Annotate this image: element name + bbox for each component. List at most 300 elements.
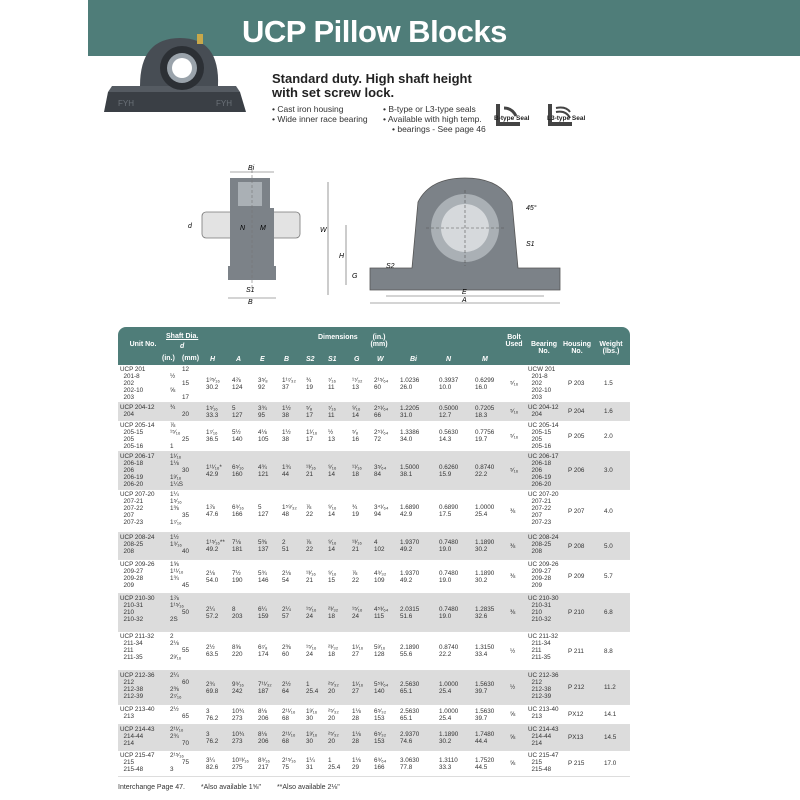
cell-mm: 12 15 17: [182, 366, 190, 401]
cell-bi: 1.5000 38.1: [400, 463, 420, 478]
cell-s1: ²⁵⁄₃₂ 20: [328, 680, 339, 695]
cell-bi: 1.9370 49.2: [400, 539, 420, 553]
cell-units: UCP 212-36 212 212-38 212-39: [120, 672, 155, 700]
cell-g: ¾ 19: [352, 504, 360, 518]
feature-item: • Cast iron housing: [272, 104, 368, 114]
cell-h: 1⁷⁄₁₆ 36.5: [206, 429, 219, 443]
cell-h: 2¼ 57.2: [206, 605, 219, 620]
cell-g: 1¹⁄₁₆ 27: [352, 680, 364, 695]
cell-m: 1.5630 39.7: [475, 707, 495, 722]
label-a: A: [462, 297, 467, 304]
cell-m: 1.5630 39.7: [475, 680, 495, 695]
cell-a: 5 127: [232, 404, 243, 419]
cell-g: ¹⁷⁄₃₂ 13: [352, 376, 363, 391]
cell-weight: 2.0: [604, 432, 613, 440]
feature-item: • Available with high temp.: [383, 114, 486, 124]
header-dimensions: Dimensions: [318, 334, 358, 341]
cell-s2: 1³⁄₁₆ 30: [306, 730, 318, 745]
feature-item-cont: • bearings - See page 46: [383, 124, 486, 134]
cell-g: ¹⁵⁄₁₆ 24: [352, 605, 363, 620]
cell-e: 7¹¹⁄₃₂ 187: [258, 680, 272, 695]
cell-bearing: UC 211-32 211-34 211 211-35: [528, 633, 558, 661]
table-row: [118, 671, 630, 705]
cell-g: 1¹⁄₁₆ 27: [352, 644, 364, 658]
cell-in: 1½ 1⁹⁄₁₆: [170, 534, 182, 548]
table-row: [118, 594, 630, 632]
cell-bearing: UCW 201 201-8 202 202-10 203: [528, 366, 556, 401]
cell-bolt: ⅜: [510, 542, 516, 550]
cell-n: 0.7480 19.0: [439, 569, 459, 584]
cell-b: 2⅜ 60: [282, 644, 291, 658]
cell-weight: 14.5: [604, 734, 617, 741]
cell-e: 8⁹⁄₁₆ 217: [258, 756, 270, 771]
cell-n: 1.3110 33.3: [439, 756, 458, 771]
table-row: [118, 725, 630, 751]
cell-h: 2¾ 69.8: [206, 680, 219, 695]
cell-units: UCP 207-20 207-21 207-22 207 207-23: [120, 491, 155, 526]
cell-h: 2⅛ 54.0: [206, 569, 219, 584]
cell-s2: ¹³⁄₁₆ 21: [306, 463, 316, 478]
cell-h: 1⁵⁄₁₆ 33.3: [206, 404, 219, 419]
cell-mm: 65: [182, 713, 190, 720]
cell-w: 2⁵¹⁄₆₄ 66: [374, 404, 389, 419]
cell-bi: 1.2205 31.0: [400, 404, 420, 419]
header-dim-units: (in.) (mm): [370, 334, 388, 348]
label-s1-front: S1: [526, 241, 535, 248]
cell-w: 4 102: [374, 539, 385, 553]
cell-bi: 1.9370 49.2: [400, 569, 420, 584]
table-header: [118, 327, 630, 365]
cell-bi: 2.5630 65.1: [400, 707, 420, 722]
cell-b: 2⅛ 54: [282, 569, 291, 584]
cell-weight: 3.0: [604, 467, 613, 474]
cell-mm: 35: [182, 512, 190, 519]
cell-in: ¾: [170, 404, 176, 411]
cell-housing: P 204: [568, 408, 585, 415]
cell-s2: ⅞ 22: [306, 539, 314, 553]
cell-in: 2½: [170, 706, 179, 713]
cell-in: ½ ⅝: [170, 373, 176, 394]
cell-w: 5⁵³⁄₆₄ 140: [374, 680, 389, 695]
cell-weight: 1.6: [604, 408, 613, 415]
cell-b: 1½ 38: [282, 404, 291, 419]
label-w: W: [320, 227, 327, 234]
cell-weight: 17.0: [604, 760, 617, 767]
cell-bolt: ½: [510, 684, 516, 691]
cell-w: 3⁴¹⁄₆₄ 94: [374, 504, 389, 518]
cell-bolt: ⅜: [510, 507, 516, 515]
cell-units: UCP 206-17 206-18 206 206-19 206-20: [120, 453, 155, 488]
label-b: B: [248, 299, 253, 305]
cell-w: 4⁵³⁄₆₄ 115: [374, 605, 389, 620]
cell-b: 2¹⁵⁄₁₆ 75: [282, 756, 296, 771]
cell-bearing: UC 206-17 206-18 206 206-19 206-20: [528, 453, 559, 488]
cell-bearing: UC 213-40 213: [528, 706, 559, 720]
cell-g: ¹³⁄₁₆ 21: [352, 539, 362, 553]
cell-bolt: ⅝: [510, 711, 516, 718]
features-left: [272, 104, 368, 124]
cell-bi: 1.6890 42.9: [400, 504, 420, 518]
cell-n: 0.6260 15.9: [439, 463, 459, 478]
cell-h: 2½ 63.5: [206, 644, 219, 658]
header-col-n: N: [446, 356, 452, 363]
cell-units: UCP 209-26 209-27 209-28 209: [120, 561, 155, 589]
cell-b: 2¹¹⁄₁₆ 68: [282, 730, 296, 745]
cell-a: 10¾ 273: [232, 707, 245, 722]
cell-e: 3¾ 95: [258, 404, 267, 419]
cell-s2: ¾ 19: [306, 376, 314, 391]
cell-s1: ²³⁄₃₂ 18: [328, 644, 339, 658]
cell-s1: ½ 13: [328, 429, 336, 443]
cell-m: 1.7480 44.4: [475, 730, 495, 745]
cell-s2: ⁵⁄₈ 17: [306, 404, 314, 419]
cell-bearing: UC 212-36 212 212-38 212-39: [528, 672, 559, 700]
cell-e: 3⁵⁄₈ 92: [258, 376, 268, 391]
dimension-drawing: [180, 160, 580, 305]
cell-housing: PX12: [568, 711, 584, 718]
cell-units: UCP 208-24 208-25 208: [120, 534, 155, 555]
cell-g: 1⅛ 28: [352, 707, 361, 722]
header-housing-no: Housing No.: [563, 341, 591, 355]
cell-in: 2¹¹⁄₁₆ 2¾: [170, 726, 184, 740]
cell-n: 0.8740 22.2: [439, 644, 459, 658]
cell-s1: ⁷⁄₁₆ 11: [328, 404, 336, 419]
cell-w: 5³⁄₁₆ 128: [374, 644, 386, 658]
label-m: M: [260, 225, 266, 232]
cell-in: 1¹⁄₁₆ 1⅛ 1³⁄₁₆ 1¼S: [170, 453, 183, 488]
cell-b: 1¾ 44: [282, 463, 291, 478]
cell-m: 1.0000 25.4: [475, 504, 495, 518]
cell-w: 2¹⁵⁄₆₄ 60: [374, 376, 389, 391]
cell-m: 0.8740 22.2: [475, 463, 495, 478]
table-row: [118, 421, 630, 452]
cell-g: ⁹⁄₁₆ 14: [352, 404, 361, 419]
cell-m: 1.2835 32.6: [475, 605, 495, 620]
cell-b: 2¹¹⁄₁₆ 68: [282, 707, 296, 722]
cell-mm: 55: [182, 647, 190, 654]
header-shaft-dia: Shaft Dia.: [166, 333, 199, 340]
table-row: [118, 705, 630, 725]
cell-n: 0.7480 19.0: [439, 539, 459, 553]
cell-m: 0.6299 16.0: [475, 376, 495, 391]
cell-e: 5¾ 146: [258, 569, 269, 584]
cell-housing: P 205: [568, 432, 585, 440]
cell-bi: 2.9370 74.6: [400, 730, 420, 745]
label-g: G: [352, 273, 358, 280]
label-e: E: [462, 289, 467, 296]
label-s2: S2: [386, 263, 395, 270]
cell-n: 1.1890 30.2: [439, 730, 459, 745]
page-title: UCP Pillow Blocks: [242, 14, 507, 49]
cell-g: 1⅛ 28: [352, 730, 361, 745]
cell-in: 2 2⅛ 2³⁄₁₆: [170, 633, 182, 661]
table-row: [118, 490, 630, 533]
cell-g: 1⅛ 29: [352, 756, 361, 771]
cell-m: 1.7520 44.5: [475, 756, 495, 771]
cell-n: 0.7480 19.0: [439, 605, 459, 620]
cell-bolt: ½: [510, 647, 516, 655]
table-row: [118, 751, 630, 777]
cell-a: 10¾ 273: [232, 730, 245, 745]
cell-in: 2¼ 2⅜ 2⁷⁄₁₆: [170, 672, 182, 700]
header-col-s2: S2: [306, 356, 315, 363]
cell-housing: P 209: [568, 573, 585, 580]
header-col-h: H: [210, 356, 216, 363]
cell-bearing: UC 205-14 205-15 205 205-16: [528, 422, 559, 450]
cell-h: 1¹⁵⁄₁₆** 49.2: [206, 539, 225, 553]
subtitle: Standard duty. High shaft height with set screw lock.: [272, 71, 472, 100]
header-weight: Weight (lbs.): [599, 341, 623, 355]
cell-housing: P 203: [568, 380, 585, 387]
table-row: [118, 560, 630, 594]
cell-mm: 25: [182, 436, 190, 443]
cell-s1: ⁹⁄₁₆ 14: [328, 463, 337, 478]
cell-units: UCP 213-40 213: [120, 706, 155, 720]
cell-s2: ⅞ 22: [306, 504, 314, 518]
cell-bearing: UC 215-47 215 215-48: [528, 752, 559, 773]
cell-a: 9⁹⁄₁₆ 242: [232, 680, 244, 695]
cell-weight: 8.8: [604, 647, 613, 655]
cell-s1: ⁹⁄₁₆ 14: [328, 539, 337, 553]
cell-units: UCP 211-32 211-34 211 211-35: [120, 633, 155, 661]
header-in: (in.): [162, 355, 175, 362]
cell-s1: 1 25.4: [328, 756, 341, 771]
cell-housing: P 211: [568, 647, 584, 655]
label-angle: 45°: [526, 205, 537, 212]
cell-bi: 2.0315 51.6: [400, 605, 420, 620]
cell-a: 6⁵⁄₁₆ 160: [232, 463, 244, 478]
cell-in: 1¼ 1⁵⁄₁₆ 1⅜ 1⁷⁄₁₆: [170, 491, 182, 526]
cell-bi: 2.1890 55.6: [400, 644, 420, 658]
table-row: [118, 533, 630, 560]
label-s1-side: S1: [246, 287, 255, 294]
cell-s1: ²³⁄₃₂ 18: [328, 605, 339, 620]
cell-in: 1⅝ 1¹¹⁄₁₆ 1¾: [170, 561, 184, 582]
table-row: [118, 403, 630, 421]
cell-s1: ⁷⁄₁₆ 11: [328, 376, 336, 391]
cell-mm: 70: [182, 740, 190, 747]
footer-notes: [118, 784, 354, 791]
cell-housing: P 215: [568, 760, 585, 767]
cell-weight: 4.0: [604, 507, 613, 515]
cell-w: 6⁵⁄₃₂ 153: [374, 707, 387, 722]
cell-s2: ¹⁵⁄₁₆ 24: [306, 644, 317, 658]
cell-s2: ¹⁵⁄₁₆ 24: [306, 605, 317, 620]
cell-a: 8⅝ 220: [232, 644, 243, 658]
cell-bolt: ⁵⁄₁₆: [510, 467, 519, 474]
cell-s1: ⁹⁄₁₆ 15: [328, 569, 337, 584]
header-unit-no: Unit No.: [129, 341, 157, 348]
cell-bearing: UC 208-24 208-25 208: [528, 534, 559, 555]
cell-m: 0.7756 19.7: [475, 429, 495, 443]
cell-g: ⅞ 22: [352, 569, 360, 584]
cell-a: 10¹³⁄₁₆ 275: [232, 756, 249, 771]
cell-bolt: ⅝: [510, 734, 516, 741]
cell-e: 6⁷⁄₈ 174: [258, 644, 269, 658]
cell-units: UCP 210-30 210-31 210 210-32: [120, 595, 155, 623]
cell-a: 8 203: [232, 605, 243, 620]
cell-w: 6⁵⁄₃₂ 153: [374, 730, 387, 745]
cell-b: 2½ 64: [282, 680, 291, 695]
footer-note: **Also available 2⅛": [276, 784, 340, 791]
table-body: [118, 365, 630, 777]
header-shaft-d: d: [180, 343, 185, 350]
header-col-a: A: [236, 356, 242, 363]
cell-units: UCP 215-47 215 215-48: [120, 752, 155, 773]
feature-item: • B-type or L3-type seals: [383, 104, 486, 114]
table-row: [118, 365, 630, 403]
label-h: H: [339, 253, 345, 260]
cell-b: 2 51: [282, 539, 290, 553]
cell-h: 3 76.2: [206, 730, 219, 745]
cell-mm: 50: [182, 609, 190, 616]
cell-n: 1.0000 25.4: [439, 707, 459, 722]
features-right: [383, 104, 486, 134]
label-n: N: [240, 225, 246, 232]
svg-text:FYH: FYH: [216, 99, 232, 108]
cell-m: 1.1890 30.2: [475, 539, 495, 553]
header-col-m: M: [482, 356, 488, 363]
cell-mm: 45: [182, 582, 190, 589]
cell-housing: P 206: [568, 467, 585, 474]
cell-b: 1⁵⁹⁄₃₂ 48: [282, 504, 297, 518]
cell-e: 5⅜ 137: [258, 539, 269, 553]
pillow-block-image: [100, 30, 250, 120]
cell-mm: 60: [182, 679, 190, 686]
cell-m: 0.7205 18.3: [475, 404, 495, 419]
cell-w: 6⁹⁄₆₄ 166: [374, 756, 387, 771]
cell-g: ¹¹⁄₁₆ 18: [352, 463, 362, 478]
cell-in: ⅞ ¹⁵⁄₁₆ 1: [170, 422, 181, 450]
cell-b: 1½ 38: [282, 429, 291, 443]
cell-housing: PX13: [568, 734, 584, 741]
header-mm: (mm): [182, 355, 200, 362]
cell-units: UCP 204-12 204: [120, 404, 155, 418]
header-col-g: G: [354, 356, 360, 363]
cell-weight: 6.8: [604, 609, 613, 616]
footer-note: Interchange Page 47.: [118, 784, 185, 791]
cell-s1: ²⁵⁄₃₂ 20: [328, 707, 339, 722]
seal-label-b: B-type Seal: [494, 115, 530, 122]
cell-mm: 30: [182, 467, 190, 474]
cell-s2: 1 25.4: [306, 680, 319, 695]
cell-housing: P 208: [568, 542, 585, 550]
cell-a: 5½ 140: [232, 429, 243, 443]
cell-s2: 1¼ 31: [306, 756, 315, 771]
cell-weight: 5.7: [604, 573, 613, 580]
cell-n: 0.3937 10.0: [439, 376, 459, 391]
cell-mm: 75: [182, 759, 190, 766]
header-col-s1: S1: [328, 356, 337, 363]
cell-b: 2¼ 57: [282, 605, 291, 620]
cell-units: UCP 205-14 205-15 205 205-16: [120, 422, 155, 450]
cell-weight: 1.5: [604, 380, 613, 387]
cell-m: 1.1890 30.2: [475, 569, 495, 584]
table-row: [118, 632, 630, 671]
cell-bolt: ⁵⁄₁₆: [510, 432, 519, 440]
cell-e: 6¼ 159: [258, 605, 269, 620]
seal-label-l3: L3-type Seal: [547, 115, 586, 122]
header-bolt-used: Bolt Used: [505, 334, 523, 348]
svg-text:FYH: FYH: [118, 99, 134, 108]
cell-bolt: ⅝: [510, 760, 516, 767]
cell-g: ⁵⁄₈ 16: [352, 429, 360, 443]
footer-note: *Also available 1⅝": [200, 784, 261, 791]
cell-weight: 11.2: [604, 684, 616, 691]
header-col-e: E: [260, 356, 265, 363]
cell-s1: ²⁵⁄₃₂ 20: [328, 730, 339, 745]
cell-h: 1³⁵⁄₁₆ 30.2: [206, 376, 220, 391]
cell-s2: ¹³⁄₁₆ 21: [306, 569, 316, 584]
cell-housing: P 207: [568, 507, 585, 515]
header-col-bi: Bi: [410, 356, 417, 363]
cell-e: 5 127: [258, 504, 269, 518]
cell-bearing: UC 209-26 209-27 209-28 209: [528, 561, 559, 589]
cell-bearing: UC 214-43 214-44 214: [528, 726, 559, 747]
cell-a: 6⁹⁄₁₆ 166: [232, 504, 244, 518]
label-bi: Bi: [248, 165, 255, 172]
cell-h: 3¼ 82.6: [206, 756, 219, 771]
cell-w: 2⁵¹⁄₆₄ 72: [374, 429, 389, 443]
cell-weight: 14.1: [604, 711, 617, 718]
cell-units: UCP 201 201-8 202 202-10 203: [120, 366, 146, 401]
header-bearing-no: Bearing No.: [530, 341, 558, 355]
cell-units: UCP 214-43 214-44 214: [120, 726, 155, 747]
cell-w: 4⁹⁄₃₂ 109: [374, 569, 387, 584]
cell-a: 4⅞ 124: [232, 376, 243, 391]
cell-w: 3⁵⁄₆₄ 84: [374, 463, 387, 478]
cell-bearing: UC 207-20 207-21 207-22 207 207-23: [528, 491, 559, 526]
cell-bolt: ⅜: [510, 573, 516, 580]
cell-in: 1⅞ 1¹⁵⁄₁₆ 2S: [170, 595, 184, 623]
cell-e: 8⅛ 206: [258, 707, 269, 722]
cell-housing: P 212: [568, 684, 585, 691]
cell-s1: ⁹⁄₁₆ 14: [328, 504, 337, 518]
cell-n: 1.0000 25.4: [439, 680, 459, 695]
cell-bearing: UC 204-12 204: [528, 404, 559, 418]
cell-e: 4⅛ 105: [258, 429, 269, 443]
cell-n: 0.6890 17.5: [439, 504, 459, 518]
cell-bi: 3.0630 77.8: [400, 756, 420, 771]
cell-mm: 40: [182, 548, 190, 555]
feature-item: • Wide inner race bearing: [272, 114, 368, 124]
cell-s2: 1¹⁄₁₆ 17: [306, 429, 318, 443]
cell-e: 4¾ 121: [258, 463, 269, 478]
table-row: [118, 452, 630, 490]
cell-s2: 1³⁄₁₆ 30: [306, 707, 318, 722]
cell-b: 1¹⁷⁄₃₂ 37: [282, 376, 296, 391]
cell-a: 7⅛ 181: [232, 539, 243, 553]
spec-table: [118, 327, 630, 777]
cell-n: 0.5000 12.7: [439, 404, 459, 419]
cell-h: 1¹¹⁄₁₆* 42.9: [206, 463, 222, 478]
cell-h: 1⅞ 47.6: [206, 504, 219, 518]
cell-h: 3 76.2: [206, 707, 219, 722]
cell-bolt: ⅜: [510, 609, 516, 616]
cell-e: 8⅛ 206: [258, 730, 269, 745]
header-col-w: W: [377, 356, 384, 363]
cell-a: 7½ 190: [232, 569, 243, 584]
cell-bolt: ⁵⁄₁₆: [510, 380, 519, 387]
cell-weight: 5.0: [604, 542, 613, 550]
cell-n: 0.5630 14.3: [439, 429, 459, 443]
header-col-b: B: [284, 356, 290, 363]
cell-bolt: ⁵⁄₁₆: [510, 408, 519, 415]
cell-in: 2¹⁵⁄₁₆ 3: [170, 752, 184, 773]
cell-bi: 1.0236 26.0: [400, 376, 420, 391]
cell-bi: 1.3386 34.0: [400, 429, 420, 443]
cell-housing: P 210: [568, 609, 585, 616]
